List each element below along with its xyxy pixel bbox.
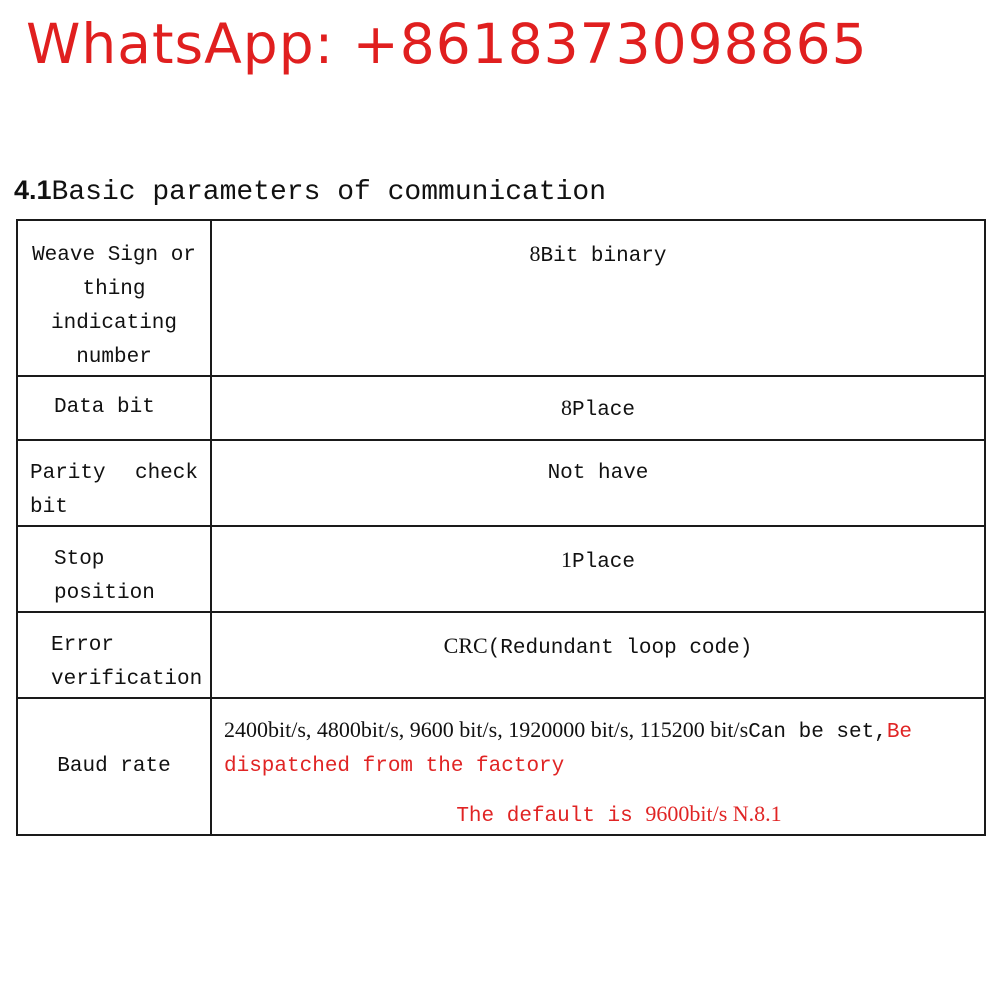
- error-label: Error verification: [51, 634, 203, 691]
- row-value-cell: [211, 526, 985, 612]
- stop-value: 1Place: [560, 547, 635, 574]
- row-label-cell: [17, 376, 211, 440]
- table-row: [17, 526, 985, 612]
- table-row: [17, 698, 985, 835]
- communication-parameters-table: [16, 219, 986, 836]
- baud-value: [212, 699, 984, 784]
- row-label-cell: [17, 698, 211, 835]
- row-value-cell: [211, 612, 985, 698]
- baud-rates: 2400bit/s, 4800bit/s, 9600 bit/s, 1920000 bit/s, 115200 bit/s: [224, 717, 749, 742]
- error-value: CRC(Redundant loop code): [443, 633, 753, 660]
- weave-sign-label: Weave Sign or thing indicating number: [32, 244, 196, 369]
- data-bit-label: Data bit: [54, 396, 155, 419]
- parity-value: Not have: [547, 462, 649, 485]
- section-title: Basic parameters of communication: [51, 177, 607, 208]
- table-row: [17, 376, 985, 440]
- baud-settable: Can be set,: [748, 721, 887, 744]
- baud-default-value: 9600bit/s N.8.1: [645, 801, 782, 826]
- weave-sign-value: 8Bit binary: [529, 241, 667, 268]
- parity-label: Parity check bit: [30, 462, 198, 519]
- row-value-cell: [211, 440, 985, 526]
- table-row: [17, 220, 985, 376]
- baud-default-prefix: The default is: [456, 805, 646, 828]
- baud-dispatch: Be dispatched from the factory: [224, 721, 913, 778]
- data-bit-value: 8Place: [560, 395, 635, 422]
- row-value-cell: [211, 698, 985, 835]
- row-value-cell: [211, 220, 985, 376]
- section-heading: [14, 175, 606, 208]
- row-label-cell: [17, 220, 211, 376]
- table-row: [17, 612, 985, 698]
- baud-label: Baud rate: [57, 754, 171, 778]
- table-row: [17, 440, 985, 526]
- row-label-cell: [17, 526, 211, 612]
- row-label-cell: [17, 440, 211, 526]
- row-label-cell: [17, 612, 211, 698]
- baud-default: [212, 797, 984, 834]
- row-value-cell: [211, 376, 985, 440]
- whatsapp-watermark: WhatsApp: +8618373098865: [26, 12, 868, 76]
- stop-label: Stop position: [54, 548, 155, 605]
- section-number: 4.1: [14, 175, 52, 205]
